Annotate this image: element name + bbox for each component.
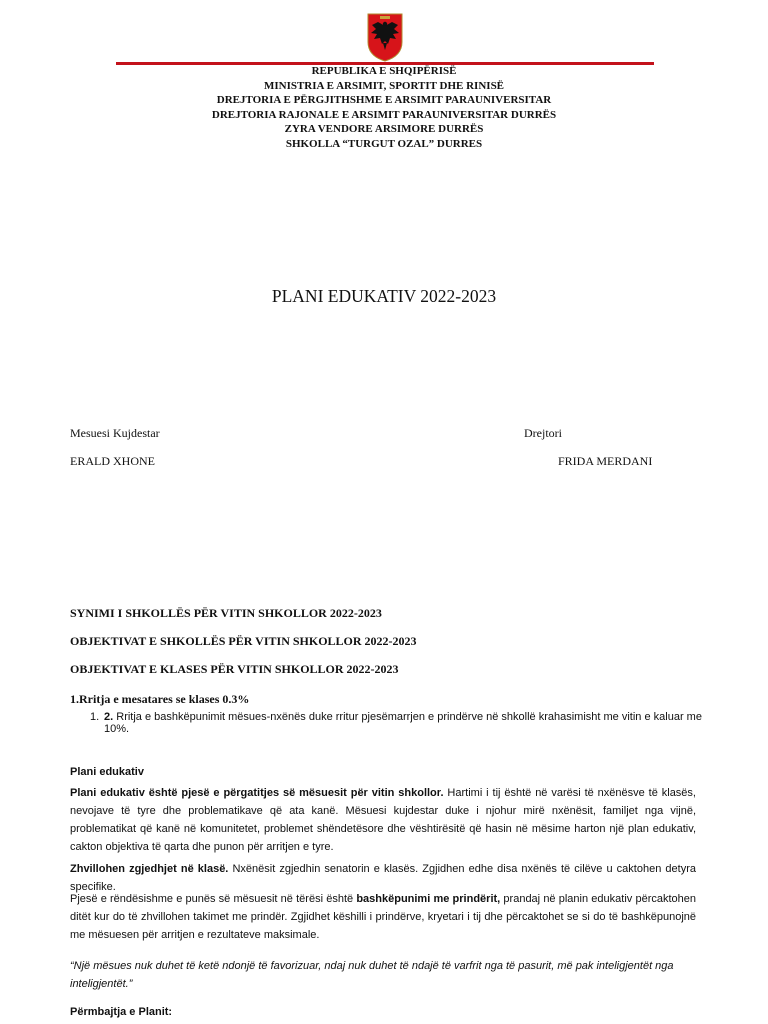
plan-p2-text: Nxënësit zgjedhin senatorin e klasës. Zgjidhen edhe disa nxënës të cilëve u caktohen detyra specifike. [70,863,696,893]
heading-school-objectives: OBJEKTIVAT E SHKOLLËS PËR VITIN SHKOLLOR 2022-2023 [70,634,417,648]
list-marker: 1. [90,711,100,723]
objective-2-line2: 10%. [104,723,130,735]
teacher-quote: “Një mësues nuk duhet të ketë ndonjë të favorizuar, ndaj nuk duhet të ndajë të varfrit nga të pasurit, më pak inteligjentët nga inteligjentët.” [70,960,674,990]
header-line-regional-directorate: DREJTORIA RAJONALE E ARSIMIT PARAUNIVERSITAR DURRËS [211,108,557,121]
plan-p2-bold: Zhvillohen zgjedhjet në klasë. [70,863,229,875]
objective-2-line1: Rritja e bashkëpunimit mësues-nxënës duke rritur pjesëmarrjen e prindërve në shkollë krahasimisht me vitin e kaluar me [113,711,702,723]
institution-header [0,64,768,151]
heading-class-objectives: OBJEKTIVAT E KLASES PËR VITIN SHKOLLOR 2022-2023 [70,662,399,676]
director-name: FRIDA MERDANI [558,454,653,468]
objective-1: 1.Rritja e mesatares se klases 0.3% [70,692,250,706]
heading-school-aim: SYNIMI I SHKOLLËS PËR VITIN SHKOLLOR 2022-2023 [70,606,382,620]
plan-heading: Plani edukativ [70,766,144,778]
plan-p1-bold: Plani edukativ është pjesë e përgatitjes së mësuesit për vitin shkollor. [70,787,444,799]
header-line-general-directorate: DREJTORIA E PËRGJITHSHME E ARSIMIT PARAUNIVERSITAR [216,94,552,106]
plan-p3-bold: bashkëpunimi me prindërit, [356,893,501,905]
plan-p3-start: Pjesë e rëndësishme e punës së mësuesit në tërësi është [70,893,357,905]
plan-paragraph-3 [70,890,696,944]
document-title: PLANI EDUKATIV 2022-2023 [271,286,497,306]
albanian-coat-of-arms-emblem [366,12,404,62]
teacher-name: ERALD XHONE [70,454,155,468]
director-role-label: Drejtori [524,426,562,440]
header-line-school: SHKOLLA “TURGUT OZAL” DURRES [285,137,483,150]
objective-2 [104,711,704,735]
header-line-ministry: MINISTRIA E ARSIMIT, SPORTIT DHE RINISË [263,79,505,92]
header-line-republic: REPUBLIKA E SHQIPËRISË [311,65,457,77]
plan-paragraph-1 [70,784,696,856]
teacher-role-label: Mesuesi Kujdestar [70,426,160,440]
plan-p1-text: Hartimi i tij është në varësi të nxënësve të klasës, nevojave të tyre dhe problematikave që ata kanë. Mësuesi kujdestar duke i njohur mirë nxënësit, familjet nga vijnë, problematikat që kanë në komunitetet, problemet shëndetësore dhe vështirësitë që hasin në mësime harton një plan edukativ, cakton objektiva të qarta dhe punon për arritjen e tyre. [70,787,696,853]
objective-2-number: 2. [104,711,114,723]
plan-contents-heading: Përmbajtja e Planit: [70,1006,173,1018]
plan-p3-text: prandaj në planin edukativ përcaktohen ditët kur do të zhvillohen takimet me prindër. Zgjidhet këshilli i prindërve, kryetari i tij dhe përcaktohet se si do të bashkëpunojnë me mësuesen për arritjen e rezultateve maksimale. [70,893,697,941]
header-line-local-office: ZYRA VENDORE ARSIMORE DURRËS [284,123,484,135]
